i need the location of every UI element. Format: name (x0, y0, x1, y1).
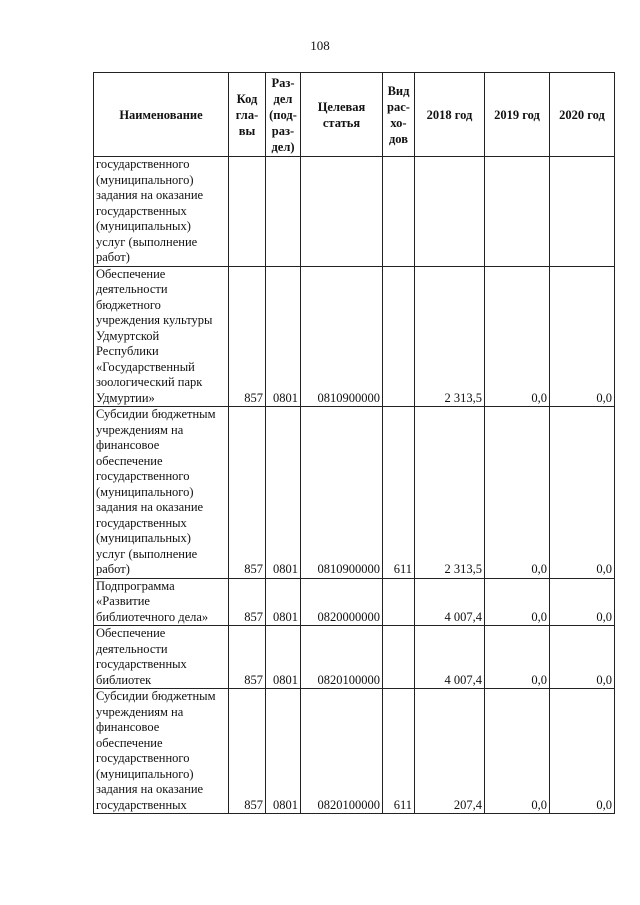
header-expense-type: Вид рас- хо- дов (383, 73, 415, 157)
row-value-2018 (415, 157, 485, 267)
row-value-2020: 0,0 (550, 578, 615, 626)
table-row (94, 626, 615, 689)
row-value-2018: 207,4 (415, 689, 485, 814)
table-row (94, 578, 615, 626)
table-row (94, 266, 615, 407)
row-section: 0801 (266, 407, 301, 579)
row-expense-type (383, 157, 415, 267)
row-value-2018: 4 007,4 (415, 578, 485, 626)
row-expense-type (383, 578, 415, 626)
row-value-2019: 0,0 (485, 626, 550, 689)
row-section: 0801 (266, 689, 301, 814)
row-name: Обеспечение деятельности государственных библиотек (94, 626, 229, 689)
header-section: Раз- дел (под- раз- дел) (266, 73, 301, 157)
row-value-2020: 0,0 (550, 266, 615, 407)
row-name: государственного (муниципального) задания на оказание государственных (муниципальных) услуг (выполнение работ) (94, 157, 229, 267)
row-value-2019: 0,0 (485, 578, 550, 626)
row-section: 0801 (266, 626, 301, 689)
header-name: Наименование (94, 73, 229, 157)
row-name: Подпрограмма «Развитие библиотечного дела» (94, 578, 229, 626)
row-value-2019: 0,0 (485, 689, 550, 814)
row-chapter-code: 857 (229, 407, 266, 579)
row-value-2020: 0,0 (550, 626, 615, 689)
row-expense-type: 611 (383, 689, 415, 814)
header-2020: 2020 год (550, 73, 615, 157)
header-2019: 2019 год (485, 73, 550, 157)
row-name: Обеспечение деятельности бюджетного учреждения культуры Удмуртской Республики «Государственный зоологический парк Удмуртии» (94, 266, 229, 407)
row-target-item (301, 157, 383, 267)
row-value-2020: 0,0 (550, 407, 615, 579)
header-2018: 2018 год (415, 73, 485, 157)
row-value-2019: 0,0 (485, 407, 550, 579)
row-value-2018: 2 313,5 (415, 266, 485, 407)
table-row (94, 157, 615, 267)
row-chapter-code: 857 (229, 266, 266, 407)
row-expense-type: 611 (383, 407, 415, 579)
row-target-item: 0820100000 (301, 626, 383, 689)
row-value-2019 (485, 157, 550, 267)
row-value-2020 (550, 157, 615, 267)
table-header-row (94, 73, 615, 157)
row-chapter-code: 857 (229, 689, 266, 814)
row-expense-type (383, 626, 415, 689)
row-chapter-code (229, 157, 266, 267)
budget-table (93, 72, 615, 814)
row-target-item: 0810900000 (301, 266, 383, 407)
row-target-item: 0820000000 (301, 578, 383, 626)
header-chapter-code: Код гла- вы (229, 73, 266, 157)
row-name: Субсидии бюджетным учреждениям на финансовое обеспечение государственного (муниципального) задания на оказание государственных (94, 689, 229, 814)
row-name: Субсидии бюджетным учреждениям на финансовое обеспечение государственного (муниципального) задания на оказание государственных (муниципальных) услуг (выполнение работ) (94, 407, 229, 579)
row-value-2020: 0,0 (550, 689, 615, 814)
row-value-2018: 4 007,4 (415, 626, 485, 689)
row-section: 0801 (266, 578, 301, 626)
row-section (266, 157, 301, 267)
header-target-item: Целевая статья (301, 73, 383, 157)
row-chapter-code: 857 (229, 626, 266, 689)
table-row (94, 407, 615, 579)
row-target-item: 0810900000 (301, 407, 383, 579)
row-chapter-code: 857 (229, 578, 266, 626)
row-section: 0801 (266, 266, 301, 407)
row-expense-type (383, 266, 415, 407)
row-target-item: 0820100000 (301, 689, 383, 814)
row-value-2019: 0,0 (485, 266, 550, 407)
page-number: 108 (310, 38, 330, 53)
row-value-2018: 2 313,5 (415, 407, 485, 579)
table-row (94, 689, 615, 814)
